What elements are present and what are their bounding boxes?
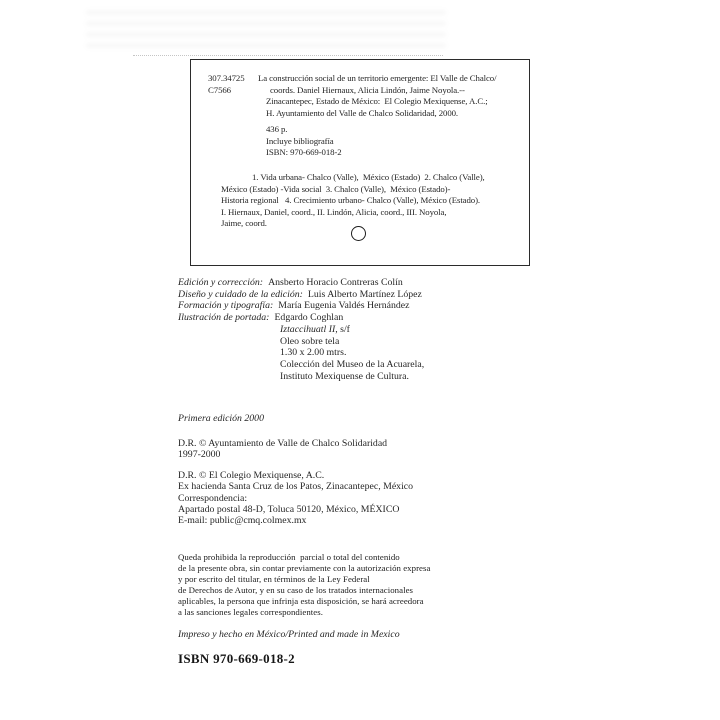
rights-line: 1997-2000	[178, 449, 221, 461]
rights-line: Ex hacienda Santa Cruz de los Patos, Zinacantepec, México	[178, 481, 414, 493]
rights-line: E-mail: public@cmq.colmex.mx	[178, 515, 307, 527]
subject-tracings-block	[221, 172, 521, 230]
credit-label: Formación y tipografía:	[178, 300, 274, 312]
artwork-detail-line: Oleo sobre tela	[280, 335, 340, 347]
artwork-title-suffix: , s/f	[335, 323, 350, 335]
printed-in-mexico-note: Impreso y hecho en México/Printed and made in Mexico	[178, 629, 400, 640]
legal-line: de la presente obra, sin contar previamente con la autorización expresa	[178, 563, 431, 573]
artwork-detail-line: 1.30 x 2.00 mtrs.	[280, 347, 347, 359]
rights-line: D.R. © El Colegio Mexiquense, A.C.	[178, 470, 325, 481]
rights-block-colegio	[178, 470, 413, 526]
rights-line: Correspondencia:	[178, 492, 248, 504]
subject-tracing-line: Jaime, coord.	[221, 218, 267, 229]
physical-description-line: ISBN: 970-669-018-2	[266, 147, 342, 158]
credit-label: Edición y corrección:	[178, 277, 264, 288]
legal-line: a las sanciones legales correspondientes.	[178, 607, 323, 617]
scan-bleedthrough-artifact	[86, 10, 446, 52]
scan-dotted-line-artifact	[133, 55, 443, 56]
credits-block	[178, 277, 424, 382]
citation-line: coords. Daniel Hiernaux, Alicia Lindón, Jaime Noyola.--	[270, 84, 465, 95]
call-number-cutter: C7566	[208, 84, 231, 95]
credit-value: Ansberto Horacio Contreras Colín	[268, 277, 403, 288]
credit-row	[178, 300, 424, 312]
legal-line: y por escrito del titular, en términos de la Ley Federal	[178, 574, 370, 584]
credit-label: Diseño y cuidado de la edición:	[178, 288, 303, 300]
legal-line: Queda prohibida la reproducción parcial o total del contenido	[178, 552, 400, 562]
artwork-detail-line: Instituto Mexiquense de Cultura.	[280, 370, 409, 382]
credit-row	[178, 289, 424, 301]
subject-tracing-line: 1. Vida urbana- Chalco (Valle), México (Estado) 2. Chalco (Valle),	[252, 172, 485, 182]
artwork-title-line	[280, 324, 424, 336]
credit-value: María Eugenia Valdés Hernández	[278, 300, 410, 312]
citation-block	[258, 73, 496, 119]
card-punch-circle	[351, 226, 366, 241]
credit-value: Edgardo Coghlan	[274, 312, 344, 324]
subject-tracing-line: Historia regional 4. Crecimiento urbano- Chalco (Valle), México (Estado).	[221, 195, 481, 206]
credit-row	[178, 277, 424, 289]
rights-block-ayuntamiento	[178, 438, 387, 461]
physical-description-line: Incluye bibliografía	[266, 135, 334, 146]
subject-tracing-line: México (Estado) -Vida social 3. Chalco (Valle), México (Estado)-	[221, 183, 451, 194]
call-number	[208, 73, 245, 96]
credit-value: Luis Alberto Martínez López	[307, 288, 422, 300]
artwork-title: Iztaccihuatl II	[280, 323, 336, 335]
citation-line: H. Ayuntamiento del Valle de Chalco Solidaridad, 2000.	[266, 107, 459, 118]
citation-line: Zinacantepec, Estado de México: El Colegio Mexiquense, A.C.;	[266, 96, 488, 107]
isbn-number: ISBN 970-669-018-2	[178, 651, 295, 666]
physical-description-block	[266, 124, 342, 159]
citation-line: La construcción social de un territorio emergente: El Valle de Chalco/	[258, 73, 497, 83]
physical-description-line: 436 p.	[266, 124, 288, 134]
call-number-class: 307.34725	[208, 73, 245, 83]
catalog-card	[190, 59, 530, 266]
subject-tracing-line: I. Hiernaux, Daniel, coord., II. Lindón, Alicia, coord., III. Noyola,	[221, 206, 447, 217]
edition-note: Primera edición 2000	[178, 413, 264, 424]
legal-line: de Derechos de Autor, y en su caso de los tratados internacionales	[178, 585, 414, 595]
rights-line: D.R. © Ayuntamiento de Valle de Chalco Solidaridad	[178, 438, 388, 449]
rights-line: Apartado postal 48-D, Toluca 50120, México, MÉXICO	[178, 503, 400, 515]
credit-row	[178, 312, 424, 324]
legal-notice-block	[178, 552, 430, 618]
credit-label: Ilustración de portada:	[178, 312, 270, 324]
artwork-detail-line: Colección del Museo de la Acuarela,	[280, 358, 425, 370]
legal-line: aplicables, la persona que infrinja esta disposición, se hará acreedora	[178, 596, 424, 606]
artwork-detail-block	[280, 336, 424, 383]
